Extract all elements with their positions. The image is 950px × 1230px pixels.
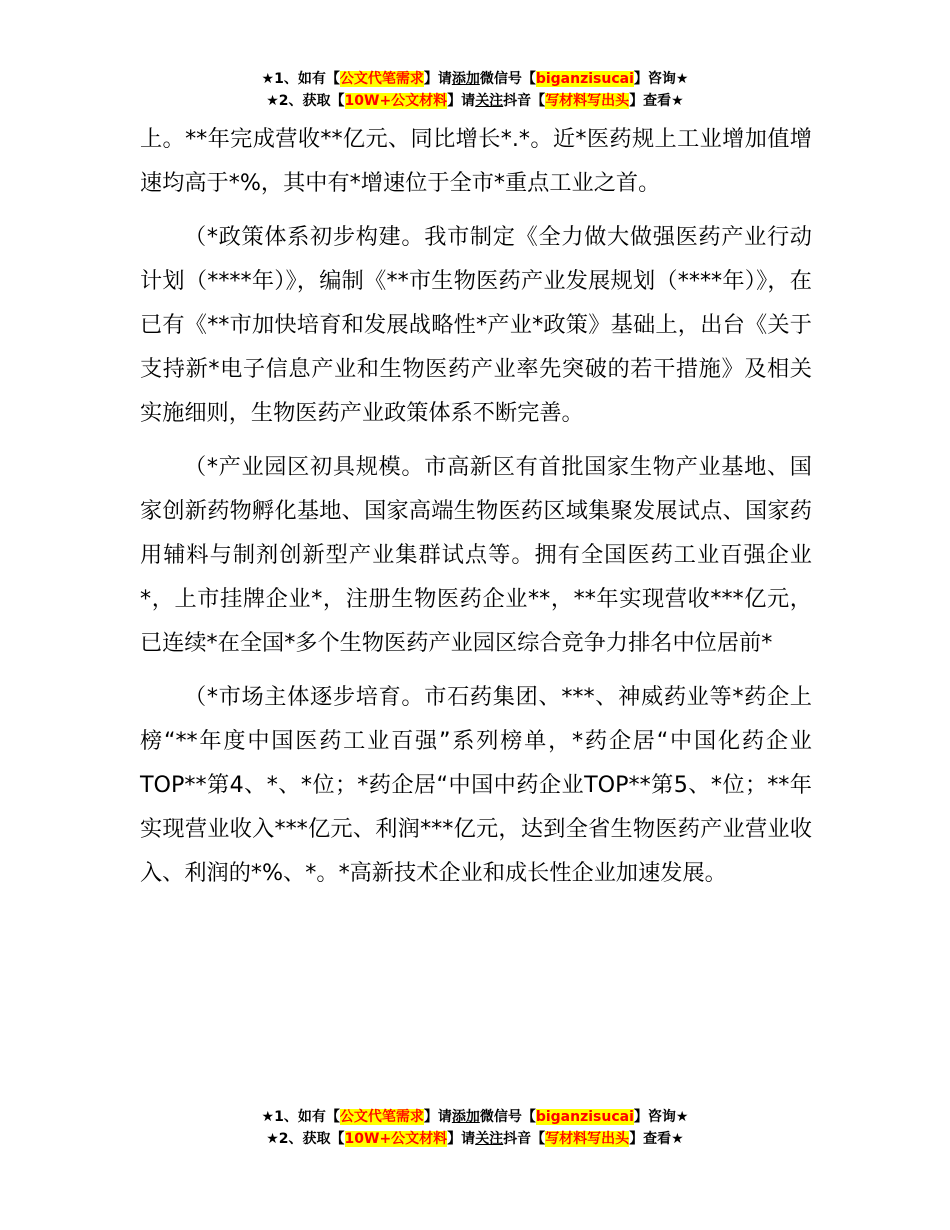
banner-highlight: 10W+公文材料: [344, 93, 448, 109]
banner-underlined-text: 关注: [475, 1131, 504, 1147]
paragraph: （*市场主体逐步培育。市石药集团、***、神威药业等*药企上榜“**年度中国医药工业百强”系列榜单，*药企居“中国化药企业TOP**第4、*、*位；*药企居“中国中药企业TOP**第5、*位；**年实现营业收入***亿元、利润***亿元，达到全省生物医药产业营业收入、利润的*%、*。*高新技术企业和成长性企业加速发展。: [140, 684, 812, 886]
banner-text: 抖音【: [503, 1131, 546, 1147]
banner-text: 】查看★: [629, 93, 684, 109]
paragraph: 上。**年完成营收**亿元、同比增长*.*。近*医药规上工业增加值增速均高于*%，其中有*增速位于全市*重点工业之首。: [140, 126, 812, 196]
banner-highlight: 公文代笔需求: [339, 71, 424, 87]
paragraph: （*政策体系初步构建。我市制定《全力做大做强医药产业行动计划（****年）》，编制《**市生物医药产业发展规划（****年）》，在已有《**市加快培育和发展战略性*产业*政策》基础上，出台《关于支持新*电子信息产业和生物医药产业率先突破的若干措施》及相关实施细则，生物医药产业政策体系不断完善。: [140, 224, 812, 426]
banner-underlined-text: 添加: [451, 71, 480, 87]
banner-highlight: 写材料写出头: [545, 93, 630, 109]
banner-text: 】请: [447, 93, 476, 109]
paragraph: （*产业园区初具规模。市高新区有首批国家生物产业基地、国家创新药物孵化基地、国家高端生物医药区域集聚发展试点、国家药用辅料与制剂创新型产业集群试点等。拥有全国医药工业百强企业*，上市挂牌企业*，注册生物医药企业**，**年实现营收***亿元，已连续*在全国*多个生物医药产业园区综合竞争力排名中位居前*: [140, 454, 812, 656]
banner-underlined-text: 关注: [475, 93, 504, 109]
banner-text: ★1、如有【: [261, 71, 340, 87]
banner-line-2: [0, 90, 950, 112]
banner-text: 】查看★: [629, 1131, 684, 1147]
banner-line-1: [0, 68, 950, 90]
banner-text: ★1、如有【: [261, 1109, 340, 1125]
banner-text: 】咨询★: [633, 1109, 689, 1125]
banner-underlined-text: 添加: [451, 1109, 480, 1125]
bottom-banner: [0, 1106, 950, 1150]
banner-highlight: 10W+公文材料: [344, 1131, 448, 1147]
banner-highlight: 公文代笔需求: [339, 1109, 424, 1125]
document-body: [140, 117, 812, 905]
banner-text: 】请: [423, 1109, 452, 1125]
banner-text: 】咨询★: [633, 71, 689, 87]
top-banner: [0, 68, 950, 112]
banner-text: ★2、获取【: [266, 93, 345, 109]
banner-line-2: [0, 1128, 950, 1150]
banner-line-1: [0, 1106, 950, 1128]
banner-highlight: biganzisucai: [535, 71, 634, 87]
banner-highlight: 写材料写出头: [545, 1131, 630, 1147]
banner-highlight: biganzisucai: [535, 1109, 634, 1125]
banner-text: 微信号【: [479, 71, 536, 87]
banner-text: 】请: [423, 71, 452, 87]
banner-text: 】请: [447, 1131, 476, 1147]
banner-text: 微信号【: [479, 1109, 536, 1125]
banner-text: ★2、获取【: [266, 1131, 345, 1147]
banner-text: 抖音【: [503, 93, 546, 109]
